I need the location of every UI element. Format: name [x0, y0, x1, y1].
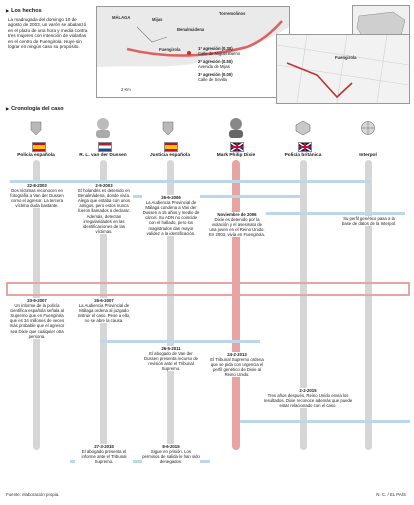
coat-of-arms-icon: [28, 120, 44, 136]
source-note: Fuente: elaboración propia.: [6, 492, 60, 497]
uk-flag-icon-2: [298, 142, 312, 152]
band-blue-4: [100, 340, 260, 343]
track-dixie: [232, 160, 240, 450]
spain-flag-icon: [32, 142, 46, 152]
netherlands-flag-icon: [98, 142, 112, 152]
section-title-facts: ▶ Los hechos: [6, 8, 42, 14]
event-26-5-2011: 26-5-2011 El abogado de Van der Dussen presenta recurso de revisión ante el Tribunal Supremo.: [142, 346, 200, 371]
uk-flag-icon: [230, 142, 244, 152]
actor-policia-britanica: Policía británica: [284, 153, 322, 158]
justice-coat-of-arms-icon: [160, 120, 176, 136]
aggression-list: [198, 46, 240, 82]
actor-van-der-dussen: R. L. van der Dussen: [79, 153, 127, 158]
interpol-globe-icon: [360, 120, 376, 136]
event-26-6-2006: 26-6-2006 La Audiencia Provincial de Málaga condena a Van der Dussen a 15 años y medio de cárcel. Su ADN no coincide con el hallado, pero los magistrados dan mayor validez a la identificación.: [142, 195, 200, 236]
event-8-6-2015: 8-6-2015 Sigue en prisión. Los permisos de salida le han sido denegados.: [142, 444, 200, 465]
actor-interpol: Interpol: [359, 153, 377, 158]
area-map-drawing: [97, 7, 289, 97]
event-24-2-2013: 24-2-2013 El Tribunal Supremo ordena que se pida con urgencia el perfil genético de Dixie al Reino Unido.: [208, 352, 266, 377]
event-26-6-2007: 26-6-2007 La Audiencia Provincial de Málaga ordena al juzgado instruir el caso. Pese a ello, no se abre la causa.: [75, 298, 133, 323]
intro-text: La madrugada del domingo 10 de agosto de 2003, un varón se abalanzó en el plazo de una hora y media contra tres mujeres con intención de violarlas en el centro de Fuengirola. Huye sin lograr en ningún caso su propósito.: [8, 17, 88, 50]
aggression-3: 3ª agresión (0.00) Calle de Sevilla: [198, 72, 233, 82]
section-title-chronology: ▶ Cronología del caso: [6, 106, 64, 112]
event-nov-2006: Noviembre de 2006 Dixie es detenido por la violación y el asesinato de una joven en el Reino Unido. En 2003, vivía en Fuengirola.: [209, 212, 265, 238]
aggression-1: 1ª agresión (0.30) Calle de Miguel Bueno: [198, 46, 241, 56]
dixie-photo-icon: [226, 116, 246, 138]
map-label-fuengirola: Fuengirola: [159, 47, 181, 52]
credit-note: N. C. / EL PAÍS: [376, 492, 406, 497]
actor-justicia: Justicia española: [150, 153, 190, 158]
area-map: [96, 6, 290, 98]
map-label-mijas: Mijas: [152, 17, 163, 22]
event-27-3-2015: 27-3-2015 El abogado presenta el informe ante el Tribunal Supremo.: [75, 444, 133, 464]
map-scale: 2 Km: [121, 87, 131, 92]
event-23-9-2007: 23-9-2007 Un informe de la policía científica española señala al Supremo que en Fuengirola que es 34 millones de veces más probable que el agresor sea Dixie que cualquier otra persona.: [9, 298, 65, 339]
actor-policia-espanola: Policía española: [17, 153, 55, 158]
event-2-2-2015: 2-2-2015 Tres años después, Reino Unido envía los resultados. Dixie reconoce además que puede estar relacionado con el caso.: [263, 388, 353, 409]
event-22-8-2003: 22-8-2003 Dos víctimas reconocen en fotografía a Van der Dussen como el agresor. La tercera víctima duda bastante.: [8, 183, 66, 208]
actor-dixie: Mark Philip Dixie: [216, 153, 256, 158]
spain-flag-icon-2: [164, 142, 178, 152]
fuengirola-detail-map: [276, 34, 410, 104]
map-label-malaga: MÁLAGA: [112, 15, 131, 20]
band-pink: [6, 282, 410, 296]
van-der-dussen-photo-icon: [94, 116, 112, 138]
event-2-9-2003: 2-9-2003 El holandés es detenido en Benalmádena, donde vivía. Alega que estaba con unos amigos, pero estos nunca fueron llamados a declarar. Además, detectan irregularidades en las identificaciones de las víctimas.: [75, 183, 133, 234]
british-police-badge-icon: [294, 120, 312, 136]
detail-label-fuengirola: Fuengirola: [335, 55, 357, 60]
aggression-2: 2ª agresión (0.50) Avenida de Mijas: [198, 59, 233, 69]
track-interpol: [365, 160, 372, 450]
map-label-benalmadena: Benalmádena: [177, 27, 205, 32]
band-blue-5: [240, 420, 410, 423]
map-label-torremolinos: Torremolinos: [219, 11, 246, 16]
street-grid: [277, 35, 409, 103]
event-interpol: Su perfil genético pasa a la base de datos de la Interpol.: [341, 216, 397, 227]
